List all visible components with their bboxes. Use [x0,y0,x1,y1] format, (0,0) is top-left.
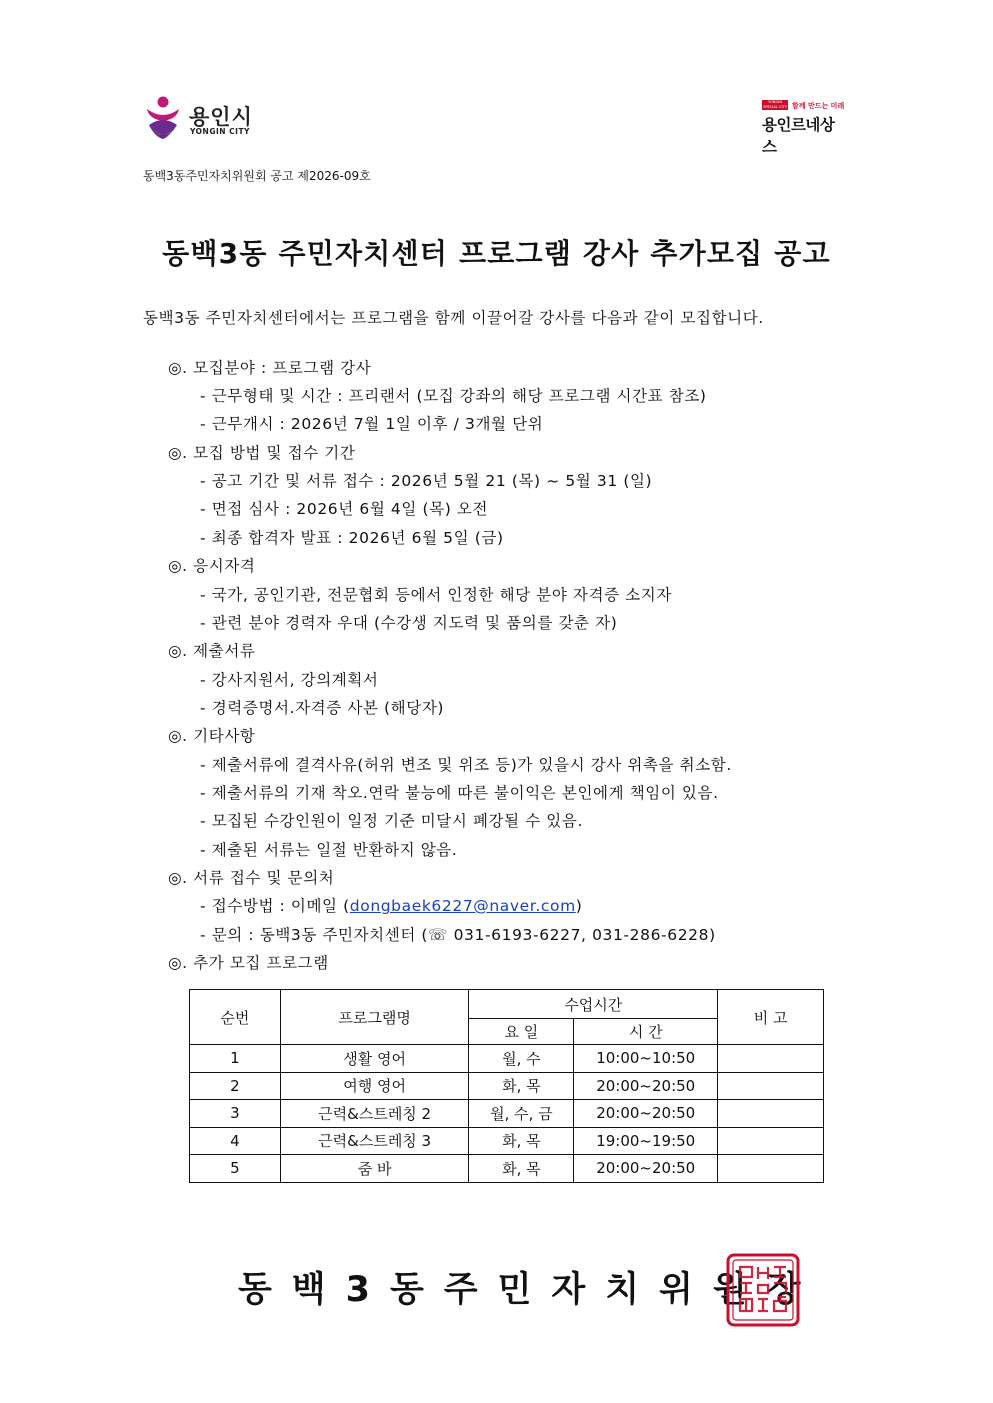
cell-program: 줌 바 [280,1155,469,1183]
section-heading: ◎. 모집분야 : 프로그램 강사 [168,359,372,377]
cell-time: 20:00~20:50 [574,1100,718,1128]
cell-time: 10:00~10:50 [574,1045,718,1073]
cell-note [718,1100,824,1128]
section-item-email [200,894,582,916]
logo-renaissance-name: 용인르네상스 [762,116,835,156]
email-label: - 접수방법 : 이메일 ( [200,897,350,915]
logo-name: 용인시 [189,105,253,129]
cell-no: 3 [190,1100,281,1128]
section-item: - 제출서류의 기재 착오.연락 불능에 따른 불이익은 본인에게 책임이 있음. [200,784,719,802]
header-program: 프로그램명 [280,990,469,1045]
cell-time: 19:00~19:50 [574,1127,718,1155]
cell-no: 2 [190,1072,281,1100]
section-item: - 제출된 서류는 일절 반환하지 않음. [200,841,458,859]
header-day: 요 일 [469,1019,574,1045]
cell-note [718,1155,824,1183]
section-heading: ◎. 응시자격 [168,557,256,575]
section-item: - 최종 합격자 발표 : 2026년 6월 5일 (금) [200,529,504,547]
table-row [190,1100,824,1128]
email-close: ) [575,897,583,915]
cell-day: 화, 목 [469,1155,574,1183]
cell-program: 근력&스트레칭 2 [280,1100,469,1128]
section-item: - 모집된 수강인원이 일정 기준 미달시 폐강될 수 있음. [200,812,583,830]
section-item: - 공고 기간 및 서류 접수 : 2026년 5월 21 (목) ~ 5월 31 (일) [200,472,653,490]
yongin-emblem-icon [143,95,185,141]
official-seal-icon [726,1253,800,1327]
section-heading: ◎. 모집 방법 및 접수 기간 [168,444,356,462]
header-time: 시 간 [574,1019,718,1045]
email-link[interactable]: dongbaek6227@naver.com [349,897,576,915]
cell-day: 화, 목 [469,1127,574,1155]
table-row [190,1072,824,1100]
logo-sub: YONGIN CITY [190,127,250,136]
cell-day: 월, 수, 금 [469,1100,574,1128]
cell-program: 생활 영어 [280,1045,469,1073]
table-row [190,1127,824,1155]
intro-text: 동백3동 주민자치센터에서는 프로그램을 함께 이끌어갈 강사를 다음과 같이 모집합니다. [143,309,764,327]
section-heading: ◎. 기타사항 [168,727,256,745]
section-item: - 강사지원서, 강의계획서 [200,671,379,689]
cell-program: 근력&스트레칭 3 [280,1127,469,1155]
yongin-renaissance-logo [762,98,846,156]
table-row [190,1045,824,1073]
table-header-row [190,990,824,1019]
section-item: - 경력증명서.자격증 사본 (해당자) [200,699,445,717]
cell-no: 1 [190,1045,281,1073]
section-heading: ◎. 서류 접수 및 문의처 [168,869,335,887]
section-item: - 면접 심사 : 2026년 6월 4일 (목) 오전 [200,500,489,518]
logo-tag-small: YONGIN SPECIAL CITY [763,100,787,109]
header-class-time: 수업시간 [469,990,718,1019]
section-item: - 근무형태 및 시간 : 프리랜서 (모집 강좌의 해당 프로그램 시간표 참조) [200,387,707,405]
section-item: - 관련 분야 경력자 우대 (수강생 지도력 및 품의를 갖춘 자) [200,614,618,632]
cell-note [718,1127,824,1155]
header-note: 비 고 [718,990,824,1045]
notice-number: 동백3동주민자치위원회 공고 제2026-09호 [143,169,371,183]
table-row [190,1155,824,1183]
cell-day: 월, 수 [469,1045,574,1073]
page-title: 동백3동 주민자치센터 프로그램 강사 추가모집 공고 [162,237,831,270]
signature-line: 동백3동주민자치위원장 [238,1270,821,1310]
cell-note [718,1072,824,1100]
cell-note [718,1045,824,1073]
cell-time: 20:00~20:50 [574,1155,718,1183]
section-heading: ◎. 제출서류 [168,642,256,660]
section-item: - 문의 : 동백3동 주민자치센터 (☏ 031-6193-6227, 031-286-6228) [200,926,716,944]
cell-no: 5 [190,1155,281,1183]
section-item: - 근무개시 : 2026년 7월 1일 이후 / 3개월 단위 [200,415,544,433]
cell-no: 4 [190,1127,281,1155]
section-item: - 국가, 공인기관, 전문협회 등에서 인정한 해당 분야 자격증 소지자 [200,586,672,604]
cell-day: 화, 목 [469,1072,574,1100]
header-no: 순번 [190,990,281,1045]
logo-tagline: 함께 만드는 미래 [792,102,845,110]
cell-program: 여행 영어 [280,1072,469,1100]
section-heading: ◎. 추가 모집 프로그램 [168,954,329,972]
cell-time: 20:00~20:50 [574,1072,718,1100]
yongin-city-logo [143,95,253,145]
section-item: - 제출서류에 결격사유(허위 변조 및 위조 등)가 있을시 강사 위촉을 취소함. [200,756,732,774]
program-table [189,989,824,1183]
